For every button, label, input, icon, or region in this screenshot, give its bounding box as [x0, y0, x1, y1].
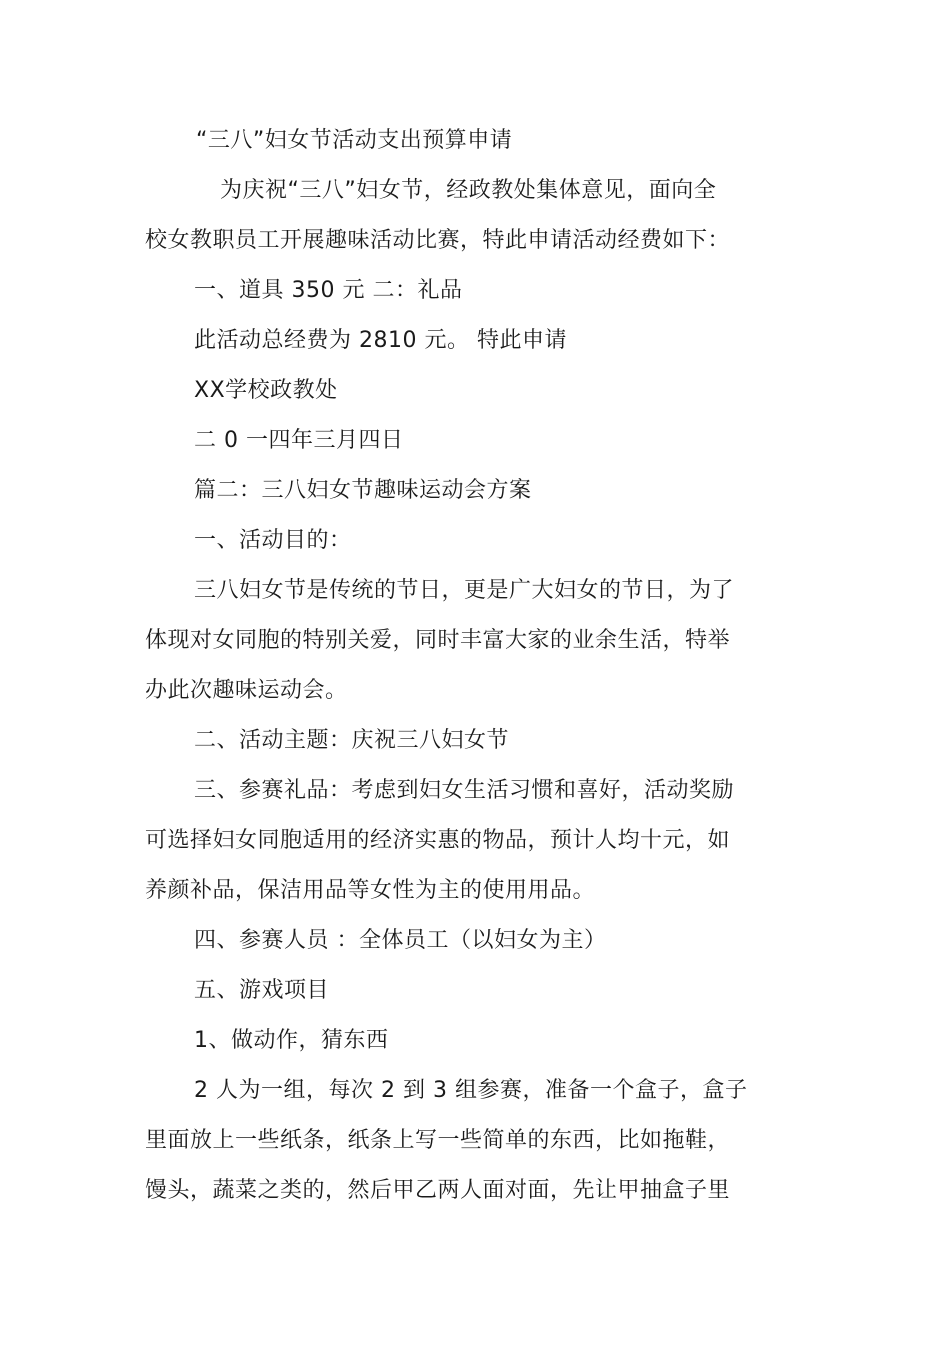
paragraph-line: 里面放上一些纸条，纸条上写一些简单的东西，比如拖鞋， [145, 1128, 731, 1153]
paragraph-line: 2 人为一组，每次 2 到 3 组参赛，准备一个盒子，盒子 [194, 1078, 748, 1103]
paragraph-line: 此活动总经费为 2810 元。 特此申请 [194, 328, 567, 353]
paragraph-line: 二 0 一四年三月四日 [194, 428, 404, 453]
paragraph-line: 一、道具 350 元 二：礼品 [194, 278, 463, 303]
paragraph-line: 校女教职员工开展趣味活动比赛，特此申请活动经费如下： [145, 228, 731, 253]
paragraph-line: 体现对女同胞的特别关爱，同时丰富大家的业余生活，特举 [145, 628, 731, 653]
paragraph-line: 养颜补品，保洁用品等女性为主的使用用品。 [145, 878, 596, 903]
paragraph-line: 馒头，蔬菜之类的，然后甲乙两人面对面，先让甲抽盒子里 [145, 1178, 731, 1203]
paragraph-line: 四、参赛人员 ：全体员工（以妇女为主） [194, 928, 607, 953]
document-title: “三八”妇女节活动支出预算申请 [196, 128, 513, 153]
paragraph-line: 五、游戏项目 [194, 978, 330, 1003]
paragraph-line: 二、活动主题：庆祝三八妇女节 [194, 728, 510, 753]
paragraph-line: 三八妇女节是传统的节日，更是广大妇女的节日，为了 [194, 578, 735, 603]
paragraph-line: 三、参赛礼品：考虑到妇女生活习惯和喜好，活动奖励 [194, 778, 735, 803]
paragraph-line: 1、做动作，猜东西 [194, 1028, 389, 1053]
paragraph-line: 一、活动目的： [194, 528, 352, 553]
paragraph-line: 办此次趣味运动会。 [145, 678, 348, 703]
section-heading: 篇二：三八妇女节趣味运动会方案 [194, 478, 532, 503]
paragraph-line: 可选择妇女同胞适用的经济实惠的物品，预计人均十元，如 [145, 828, 731, 853]
paragraph-line: XX学校政教处 [194, 378, 338, 403]
paragraph-line: 为庆祝“三八”妇女节，经政教处集体意见，面向全 [220, 178, 717, 203]
